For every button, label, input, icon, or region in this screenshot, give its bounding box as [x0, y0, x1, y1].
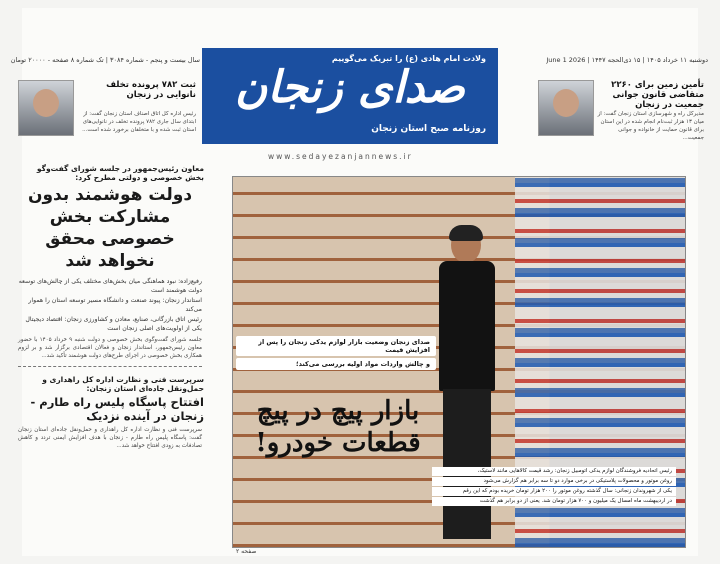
- article-headline: افتتاح پاسگاه پلیس راه طارم - زنجان در آینده نزدیک: [30, 395, 204, 424]
- news-box-title: تأمین زمین برای ۲۲۶۰ متقاضی قانون جوانی جمعیت در زنجان: [611, 80, 704, 110]
- news-box-text: رئیس اداره کل اتاق اصناف استان زنجان گفت: از ابتدای سال جاری ۷۸۲ پرونده تخلف در نانوایی‌های استان ثبت شده و با متخلفان برخورد شده است...: [82, 111, 196, 133]
- excerpt-line: یکی از شهروندان زنجانی: سال گذشته روغن موتور را ۲۰۰ هزار تومان خریده بودم که این رقم: [432, 487, 676, 496]
- article-bullet: رفیع‌زاده: نبود هماهنگی میان بخش‌های مختلف یکی از چالش‌های توسعه دولت هوشمند است: [18, 278, 202, 294]
- page-reference: صفحه ۲: [236, 548, 257, 555]
- masthead-title: صدای زنجان: [234, 62, 466, 113]
- divider: [18, 366, 202, 367]
- figure-torso: [439, 261, 495, 391]
- news-box-text: مدیرکل راه و شهرسازی استان زنجان گفت: از میان ۱۳ هزار ثبت‌نام انجام شده در این استان برای قانون حمایت از خانواده و جوانی جمعیت...: [597, 111, 704, 141]
- issue-strip: سال بیست و پنجم - شماره ۳۰۸۴ | تک شماره ۸ صفحه - ۲۰۰۰۰ تومان: [10, 56, 200, 64]
- figure-legs: [443, 389, 491, 539]
- article-kicker: سرپرست فنی و نظارت اداره کل راهداری و حمل‌ونقل جاده‌ای استان زنجان:: [42, 375, 204, 394]
- excerpt-line: روغن موتور و محصولات پلاستیکی در برخی موارد دو تا سه برابر هم گزارش می‌شود: [432, 477, 676, 486]
- news-box-title: ثبت ۷۸۲ پرونده تخلف نانوایی در زنجان: [106, 80, 196, 100]
- masthead: [202, 48, 498, 144]
- story-excerpt: [432, 466, 676, 507]
- figure-hair: [449, 225, 483, 241]
- story-caption: [236, 334, 436, 372]
- news-box-left: [10, 76, 200, 150]
- article-bullet: رئیس اتاق بازرگانی، صنایع، معادن و کشاورزی زنجان: اقتصاد دیجیتال یکی از اولویت‌های اصلی زنجان است: [25, 316, 202, 332]
- date-strip: دوشنبه ۱۱ خرداد ۱۴۰۵ | ۱۵ ذی‌الحجه ۱۴۴۷ | 2026 June 1: [546, 56, 708, 64]
- caption-line: صدای زنجان وضعیت بازار لوازم یدکی زنجان را پس از افزایش قیمت: [236, 336, 436, 356]
- left-column: [12, 160, 208, 455]
- article-paragraph: سرپرست فنی و نظارت اداره کل راهداری و حمل‌ونقل جاده‌ای استان زنجان گفت: پاسگاه پلیس راه طارم - زنجان با هدف افزایش ایمنی تردد و کاهش تصادفات به زودی افتتاح خواهد شد...: [18, 427, 202, 449]
- masthead-slogan: ولادت امام هادی (ع) را تبریک می‌گوییم: [331, 54, 486, 63]
- excerpt-line: رئیس اتحادیه فروشندگان لوازم یدکی اتومبیل زنجان: رشد قیمت کالاهایی مانند لاستیک،: [432, 467, 676, 476]
- portrait-photo: [18, 80, 74, 136]
- main-headline: بازار پیچ در پیچ قطعات خودرو!: [255, 396, 421, 458]
- masthead-subtitle: روزنامه صبح استان زنجان: [371, 124, 486, 134]
- article-headline: دولت هوشمند بدون مشارکت بخش خصوصی محقق نخواهد شد: [27, 185, 193, 271]
- article-bullet: استاندار زنجان: پیوند صنعت و دانشگاه مسیر توسعه استان را هموار می‌کند: [28, 297, 202, 313]
- portrait-photo: [538, 80, 594, 136]
- masthead-url: www.sedayezanjannews.ir: [268, 152, 413, 161]
- news-box-right: [538, 76, 708, 150]
- excerpt-line: در اردیبهشت ماه امسال یک میلیون و ۷۰۰ هزار تومان شد. یعنی از دو برابر هم گذشت: [432, 497, 676, 506]
- caption-line: و چالش واردات مواد اولیه بررسی می‌کند؛: [236, 358, 436, 370]
- article-kicker: معاون رئیس‌جمهور در جلسه شورای گفت‌وگو بخش خصوصی و دولتی مطرح کرد:: [36, 164, 204, 182]
- article-paragraph: جلسه شورای گفت‌وگوی بخش خصوصی و دولت شنبه ۹ خرداد ۱۴۰۵ با حضور معاون رئیس‌جمهور، استاندار زنجان و فعالان اقتصادی برگزار شد و بر لزوم همکاری بخش خصوصی در اجرای طرح‌های دولت هوشمند تأکید شد...: [18, 337, 203, 359]
